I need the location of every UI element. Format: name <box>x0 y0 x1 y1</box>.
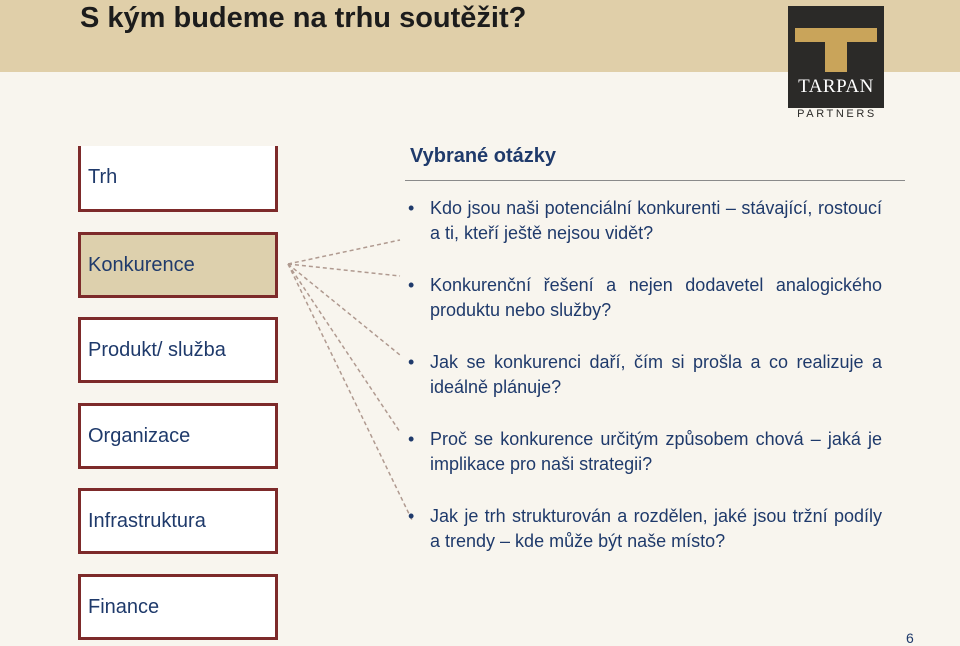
logo-sub: PARTNERS <box>797 108 877 120</box>
nav-item-label: Finance <box>88 595 160 618</box>
question-item: • Jak se konkurenci daří, čím si prošla a co realizuje a ideálně plánuje? <box>430 350 882 400</box>
question-item: • Proč se konkurence určitým způsobem chová – jaká je implikace pro naši strategii? <box>430 427 882 477</box>
nav-item-label: Organizace <box>88 424 191 447</box>
logo-brand: TARPAN <box>798 76 874 97</box>
connector-line <box>288 240 400 264</box>
question-item: • Jak je trh strukturován a rozdělen, jaké jsou tržní podíly a trendy – kde může být naše místo? <box>430 504 882 554</box>
page-number: 6 <box>906 630 914 646</box>
question-item: • Kdo jsou naši potenciální konkurenti – stávající, rostoucí a ti, kteří ještě nejsou vidět? <box>430 196 882 246</box>
page-title: S kým budeme na trhu soutěžit? <box>80 2 527 34</box>
questions-heading: Vybrané otázky <box>410 145 556 167</box>
nav-item-label: Konkurence <box>88 253 195 276</box>
nav-item-label: Infrastruktura <box>88 509 206 532</box>
nav-item-label: Trh <box>88 166 118 188</box>
connector-line <box>288 264 400 276</box>
connector-line <box>288 264 400 355</box>
connector-line <box>288 264 400 432</box>
question-item: • Konkurenční řešení a nejen dodavetel analogického produktu nebo služby? <box>430 273 882 323</box>
nav-item-label: Produkt/ služba <box>88 338 226 361</box>
connector-line <box>288 264 412 520</box>
heading-divider <box>405 180 905 181</box>
